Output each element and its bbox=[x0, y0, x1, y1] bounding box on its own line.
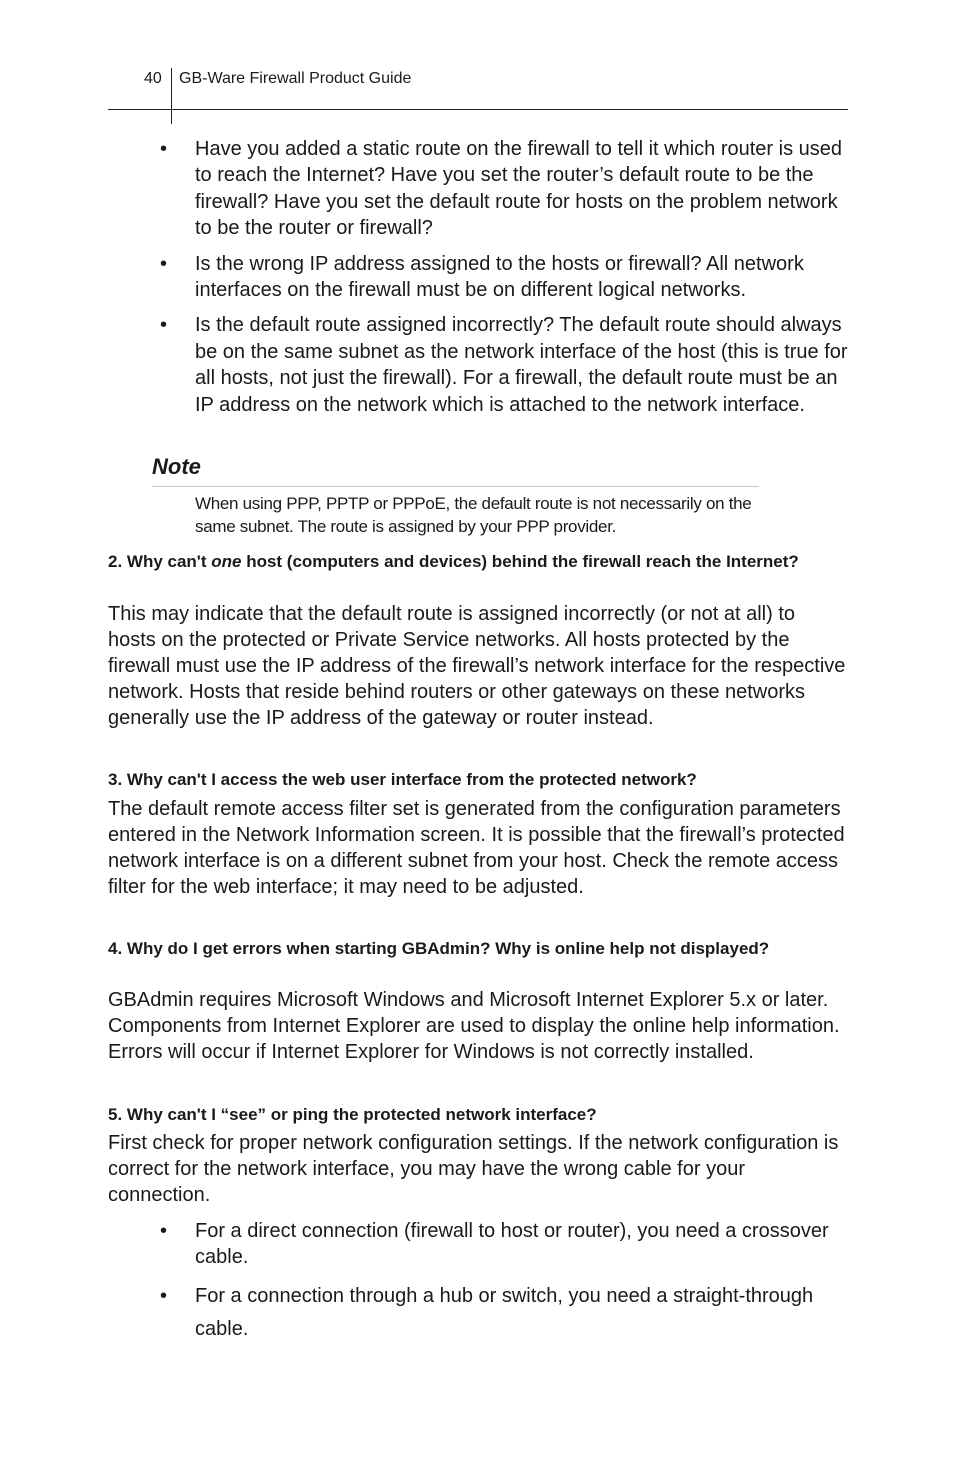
question-5-answer: First check for proper network configuration settings. If the network configuration is correct for the network interface, you may have the wrong cable for your connection. bbox=[108, 1132, 839, 1206]
page-number: 40 bbox=[144, 70, 162, 87]
question-4-answer: GBAdmin requires Microsoft Windows and Microsoft Internet Explorer 5.x or later. Components from Internet Explorer are used to display the online help information. Errors will occur if Internet Explorer for Windows is not correctly installed. bbox=[108, 989, 840, 1063]
list-item: • Have you added a static route on the firewall to tell it which router is used to reach the Internet? Have you set the router’s default route to be the firewall? Have you set the default route for hosts on the problem network to be the router or firewall? bbox=[160, 138, 843, 240]
list-item: • Is the wrong IP address assigned to the hosts or firewall? All network interfaces on the firewall must be on different logical networks. bbox=[160, 252, 804, 302]
bullet-icon: • bbox=[160, 314, 168, 337]
running-title: GB-Ware Firewall Product Guide bbox=[179, 70, 412, 87]
header-divider-vertical bbox=[171, 68, 172, 124]
note-divider bbox=[152, 486, 759, 487]
note-body: When using PPP, PPTP or PPPoE, the default route is not necessarily on the same subnet. The route is assigned by your PPP provider. bbox=[195, 494, 752, 536]
page-header bbox=[108, 66, 848, 110]
question-3-heading: 3. Why can't I access the web user interface from the protected network? bbox=[108, 770, 697, 789]
note-title: Note bbox=[152, 454, 201, 479]
question-2-answer: This may indicate that the default route is assigned incorrectly (or not at all) to hosts on the protected or Private Service networks. All hosts protected by the firewall must use the IP address of the firewall’s network interface for the respective network. Hosts that reside behind routers or other gateways on these networks generally use the IP address of the gateway or router instead. bbox=[108, 603, 846, 729]
bullet-icon: • bbox=[160, 1220, 168, 1242]
question-4-heading: 4. Why do I get errors when starting GBAdmin? Why is online help not displayed? bbox=[108, 939, 770, 958]
list-item: • For a connection through a hub or switch, you need a straight-through cable. bbox=[108, 1280, 848, 1346]
header-rule bbox=[108, 109, 848, 110]
bullet-icon: • bbox=[160, 138, 168, 160]
bullet-icon: • bbox=[160, 1284, 168, 1307]
bullet-icon: • bbox=[160, 252, 168, 275]
list-item: • For a direct connection (firewall to host or router), you need a crossover cable. bbox=[160, 1220, 829, 1269]
bullet-list-bottom bbox=[108, 1218, 848, 1355]
list-item: • Is the default route assigned incorrectly? The default route should always be on the same subnet as the network interface of the host (this is true for all hosts, not just the firewall). For a firewall, the default route must be an IP address on the network which is attached to the network interface. bbox=[160, 314, 848, 416]
bullet-list-top bbox=[108, 136, 848, 427]
question-5-heading: 5. Why can't I “see” or ping the protected network interface? bbox=[108, 1105, 597, 1124]
question-3-answer: The default remote access filter set is generated from the configuration parameters entered in the Network Information screen. It is possible that the firewall’s protected network interface is on a different subnet from your host. Check the remote access filter for the web interface; it may need to be adjusted. bbox=[108, 798, 845, 898]
question-2-heading: 2. Why can't one host (computers and devices) behind the firewall reach the Internet? bbox=[108, 552, 799, 571]
